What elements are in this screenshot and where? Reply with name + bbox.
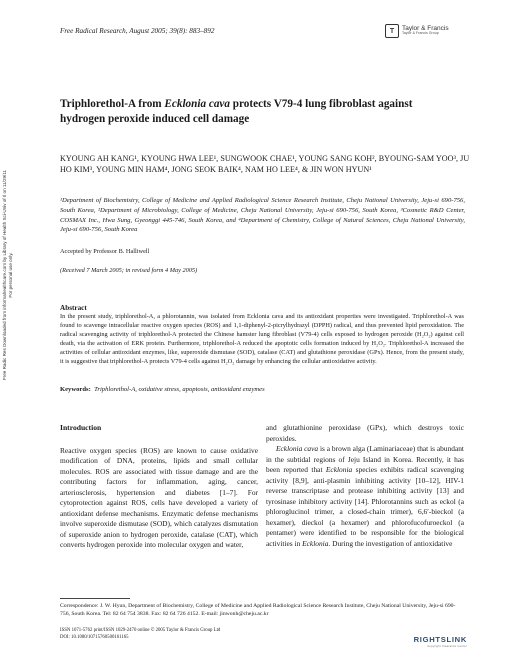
title-species: Ecklonia cava	[164, 98, 230, 110]
title-text-end: protects V79-4 lung fibroblast against hydrogen peroxide induced cell damage	[60, 98, 413, 125]
paragraph-text: species exhibits radical scavenging activity [8,9], anti-plasmin inhibiting activity [10–12], HIV-1 reverse transcriptase and protease inhibiting activity [13] and tyrosinase inhibitory activity [14]. Phlorotannins such as eckol (a phloroglucinol trimer, a closed-chain trimer), 6,6′-bieckol (a hexamer), dieckol (a hexamer) and phlorofucofuroeckol (a pentamer) were identified to be responsible for the biological activities in	[266, 465, 464, 548]
download-watermark-line2: For personal use only.	[8, 252, 14, 298]
publisher-logo	[385, 22, 455, 40]
paragraph-text: . During the investigation of antioxidative	[328, 538, 453, 548]
paragraph-text: is a brown alga (Laminariaceae) that is abundant in the subtidal regions of Jeju Island in Korea. Recently, it has been reported that	[266, 444, 464, 475]
article-title	[60, 97, 460, 127]
accepted-by: Accepted by Professor B. Halliwell	[60, 248, 150, 255]
introduction-heading: Introduction	[60, 423, 102, 432]
rightslink-sub: Copyright Clearance Center	[427, 644, 467, 648]
introduction-paragraph-1-continued: and glutathionine peroxidase (GPx), which destroys toxic peroxides.	[266, 423, 464, 443]
journal-header: Free Radical Research, August 2005; 39(8): 883–892	[60, 27, 215, 35]
species-name: Ecklonia cava	[276, 444, 319, 454]
body-column-left	[60, 423, 258, 551]
abstract-heading: Abstract	[60, 304, 87, 312]
rightslink-label: RIGHTSLINK	[413, 635, 467, 644]
issn-line: ISSN 1071-5762 print/ISSN 1029-2470 online © 2005 Taylor & Francis Group Ltd	[60, 628, 221, 633]
keywords-label: Keywords:	[60, 386, 91, 393]
publisher-name: Taylor & Francis	[402, 24, 449, 32]
footnote-divider	[60, 598, 130, 599]
publisher-group: Taylor & Francis Group	[402, 31, 439, 36]
abstract-body: In the present study, triphlorethol-A, a phlorotannin, was isolated from Ecklonia cava and its antioxidant properties were investigated. Triphlorethol-A was found to scavenge intracellular reactive oxygen species (ROS) and 1,1-diphenyl-2-picrylhydrazyl (DPPH) radical, and thus prevented lipid peroxidation. The radical scavenging activity of triphlorethol-A protected the Chinese hamster lung fibroblast (V79-4) cells exposed to hydrogen peroxide (H₂O₂) against cell death, via the activation of ERK protein. Furthermore, triphlorethol-A reduced the apoptotic cells formation induced by H₂O₂. Triphlorethol-A increased the activities of cellular antioxidant enzymes, like, superoxide dismutase (SOD), catalase (CAT) and glutathione peroxidase (GPx). Hence, from the present study, it is suggestive that triphlorethol-A protects V79-4 cells against H₂O₂ damage by enhancing the cellular antioxidative activity.	[60, 313, 464, 365]
author-list: KYOUNG AH KANG¹, KYOUNG HWA LEE¹, SUNGWOOK CHAE¹, YOUNG SANG KOH², BYOUNG-SAM YOO³, JU HO KIM³, YOUNG MIN HAM⁴, JONG SEOK BAIK⁴, NAM HO LEE⁴, & JIN WON HYUN¹	[60, 154, 470, 174]
title-text-start: Triphlorethol-A from	[60, 98, 165, 110]
species-name: Ecklonia	[325, 465, 353, 475]
body-column-right	[266, 423, 464, 549]
doi-line: DOI: 10.1080/10715760500161165	[60, 634, 129, 640]
keywords-list: Triphlorethol-A, oxidative stress, apoptosis, antioxidant enzymes	[94, 386, 265, 393]
download-watermark-line1: Free Radic Res Downloaded from informahealthcare.com by Library of Health Sci-Univ of Il on 11/29/11	[2, 169, 7, 381]
issn-block	[60, 628, 360, 641]
introduction-paragraph-2	[266, 444, 464, 549]
publisher-logo-icon: T	[385, 24, 399, 38]
affiliations: ¹Department of Biochemistry, College of Medicine and Applied Radiological Science Research Institute, Cheju National University, Jeju-si 690-756, South Korea, ²Department of Microbiology, College of Medicine, Cheju National University, Jeju-si 690-756, South Korea, ³Cosmetic R&D Center, COSMAX Inc., Hwa Sung, Gyeonggi 445-746, South Korea, and ⁴Department of Chemistry, College of Natural Sciences, Cheju National University, Jeju-si 690-756, South Korea	[60, 197, 465, 234]
correspondence-note: Correspondence: J. W. Hyun, Department of Biochemistry, College of Medicine and Applied Radiological Science Research Institute, Cheju National University, Jeju-si 690-756, South Korea. Tel: 82 64 754 3838. Fax: 82 64 726 4152. E-mail: jinwonh@cheju.ac.kr	[60, 603, 456, 617]
species-name: Ecklonia	[302, 538, 329, 548]
received-dates: (Received 7 March 2005; in revised form 4 May 2005)	[60, 267, 198, 274]
introduction-paragraph-1: Reactive oxygen species (ROS) are known to cause oxidative modification of DNA, proteins, lipids and small cellular molecules. ROS are associated with tissue damage and are the contributing factors for inflammation, aging, cancer, arteriosclerosis, hypertension and diabetes [1–7]. For cytoprotection against ROS, cells have developed a variety of antioxidant defense mechanisms. Enzymatic defense mechanisms involve superoxide dismutase (SOD), which catalyzes dismutation of superoxide anion to hydrogen peroxide, catalase (CAT), which converts hydrogen peroxide into molecular oxygen and water,	[60, 445, 258, 550]
rightslink-logo	[395, 635, 467, 649]
download-watermark	[2, 20, 28, 530]
keywords	[60, 386, 464, 393]
